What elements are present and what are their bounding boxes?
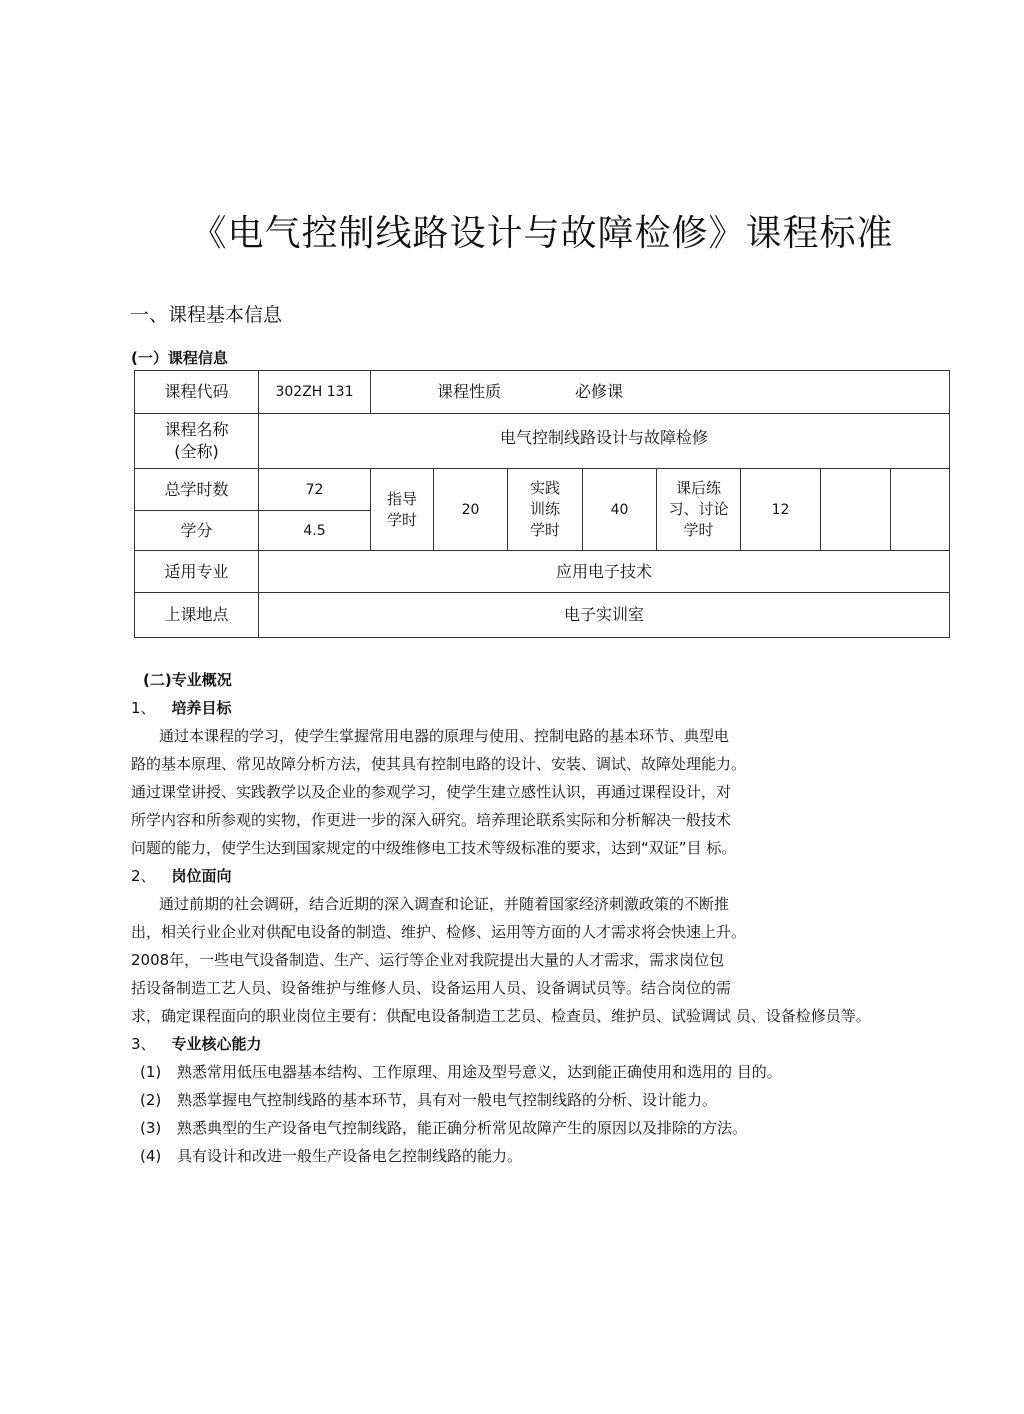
heading-job-orientation <box>131 865 232 886</box>
practice-hours-label-line2: 训练 <box>529 500 560 518</box>
paragraph-line: 通过本课程的学习，使学生掌握常用电器的原理与使用、控制电路的基本环节、典型电 <box>159 727 730 745</box>
heading-text: 岗位面向 <box>171 867 232 885</box>
ability-item <box>140 1061 782 1082</box>
ability-item-number: (4) <box>140 1147 162 1165</box>
total-hours-value: 72 <box>259 469 371 511</box>
course-code-value: 302ZH 131 <box>259 371 371 414</box>
paragraph-line: 所学内容和所参观的实物，作更进一步的深入研究。培养理论联系实际和分析解决一般技术 <box>131 811 732 829</box>
ability-item-number: (1) <box>140 1063 162 1081</box>
course-name-value: 电气控制线路设计与故障检修 <box>259 414 950 469</box>
course-name-label <box>135 414 259 469</box>
paragraph-line: 求，确定课程面向的职业岗位主要有：供配电设备制造工艺员、检查员、维护员、试验调试 员、设备检修员等。 <box>131 1007 871 1025</box>
section-heading-basic-info: 一、课程基本信息 <box>130 304 283 326</box>
after-class-hours-value: 12 <box>741 469 821 551</box>
course-nature-label: 课程性质 <box>437 382 502 401</box>
subsection-heading-course-info: (一）课程信息 <box>131 349 228 367</box>
document-title: 《电气控制线路设计与故障检修》课程标准 <box>190 213 894 254</box>
practice-hours-label <box>508 469 583 551</box>
ability-item-text: 熟悉常用低压电器基本结构、工作原理、用途及型号意义，达到能正确使用和选用的 目的。 <box>177 1063 782 1081</box>
paragraph-line: 括设备制造工艺人员、设备维护与维修人员、设备运用人员、设备调试员等。结合岗位的需 <box>131 979 732 997</box>
class-location-label: 上课地点 <box>135 593 259 638</box>
course-nature-value: 必修课 <box>575 382 624 401</box>
course-name-label-line2: (全称) <box>174 442 219 461</box>
paragraph-line: 通过课堂讲授、实践教学以及企业的参观学习，使学生建立感性认识，再通过课程设计，对 <box>131 783 732 801</box>
paragraph-line: 问题的能力，使学生达到国家规定的中级维修电工技术等级标准的要求，达到“双证”目 标。 <box>131 839 737 857</box>
paragraph-line: 2008年，一些电气设备制造、生产、运行等企业对我院提出大量的人才需求，需求岗位包 <box>131 951 725 969</box>
course-info-table <box>134 370 950 638</box>
heading-text: 专业核心能力 <box>171 1035 262 1053</box>
subsection-heading-overview: (二)专业概况 <box>143 671 232 689</box>
empty-cell <box>821 469 891 551</box>
paragraph-line: 出，相关行业企业对供配电设备的制造、维护、检修、运用等方面的人才需求将会快速上升。 <box>131 923 747 941</box>
ability-item-text: 具有设计和改进一般生产设备电乞控制线路的能力。 <box>177 1147 523 1165</box>
course-name-label-line1: 课程名称 <box>164 420 229 439</box>
ability-item <box>140 1145 522 1166</box>
applicable-major-label: 适用专业 <box>135 551 259 593</box>
after-class-hours-label-line3: 学时 <box>683 521 714 539</box>
heading-text: 培养目标 <box>171 699 232 717</box>
guide-hours-label <box>371 469 434 551</box>
credit-label: 学分 <box>135 511 259 551</box>
ability-item-number: (2) <box>140 1091 162 1109</box>
course-code-label: 课程代码 <box>135 371 259 414</box>
guide-hours-label-line1: 指导 <box>386 489 417 508</box>
guide-hours-value: 20 <box>434 469 508 551</box>
after-class-hours-label <box>657 469 741 551</box>
ability-item-text: 熟悉典型的生产设备电气控制线路，能正确分析常见故障产生的原因以及排除的方法。 <box>177 1119 748 1137</box>
paragraph-line: 通过前期的社会调研，结合近期的深入调查和论证，并随着国家经济刺激政策的不断推 <box>159 895 730 913</box>
heading-core-abilities <box>131 1033 262 1054</box>
paragraph-line: 路的基本原理、常见故障分析方法，使其具有控制电路的设计、安装、调试、故障处理能力。 <box>131 755 747 773</box>
credit-value: 4.5 <box>259 511 371 551</box>
ability-item <box>140 1089 717 1110</box>
practice-hours-label-line3: 学时 <box>529 521 560 539</box>
guide-hours-label-line2: 学时 <box>386 510 417 529</box>
heading-number: 2、 <box>131 867 156 885</box>
applicable-major-value: 应用电子技术 <box>259 551 950 593</box>
ability-item-text: 熟悉掌握电气控制线路的基本环节，具有对一般电气控制线路的分析、设计能力。 <box>177 1091 718 1109</box>
after-class-hours-label-line2: 习、讨论 <box>668 500 729 518</box>
practice-hours-label-line1: 实践 <box>529 479 560 497</box>
class-location-value: 电子实训室 <box>259 593 950 638</box>
empty-cell <box>891 469 950 551</box>
ability-item-number: (3) <box>140 1119 162 1137</box>
course-nature-cell <box>371 371 950 414</box>
total-hours-label: 总学时数 <box>135 469 259 511</box>
ability-item <box>140 1117 747 1138</box>
heading-number: 1、 <box>131 699 156 717</box>
heading-number: 3、 <box>131 1035 156 1053</box>
practice-hours-value: 40 <box>583 469 657 551</box>
heading-training-goal <box>131 697 232 718</box>
after-class-hours-label-line1: 课后练 <box>675 479 721 497</box>
